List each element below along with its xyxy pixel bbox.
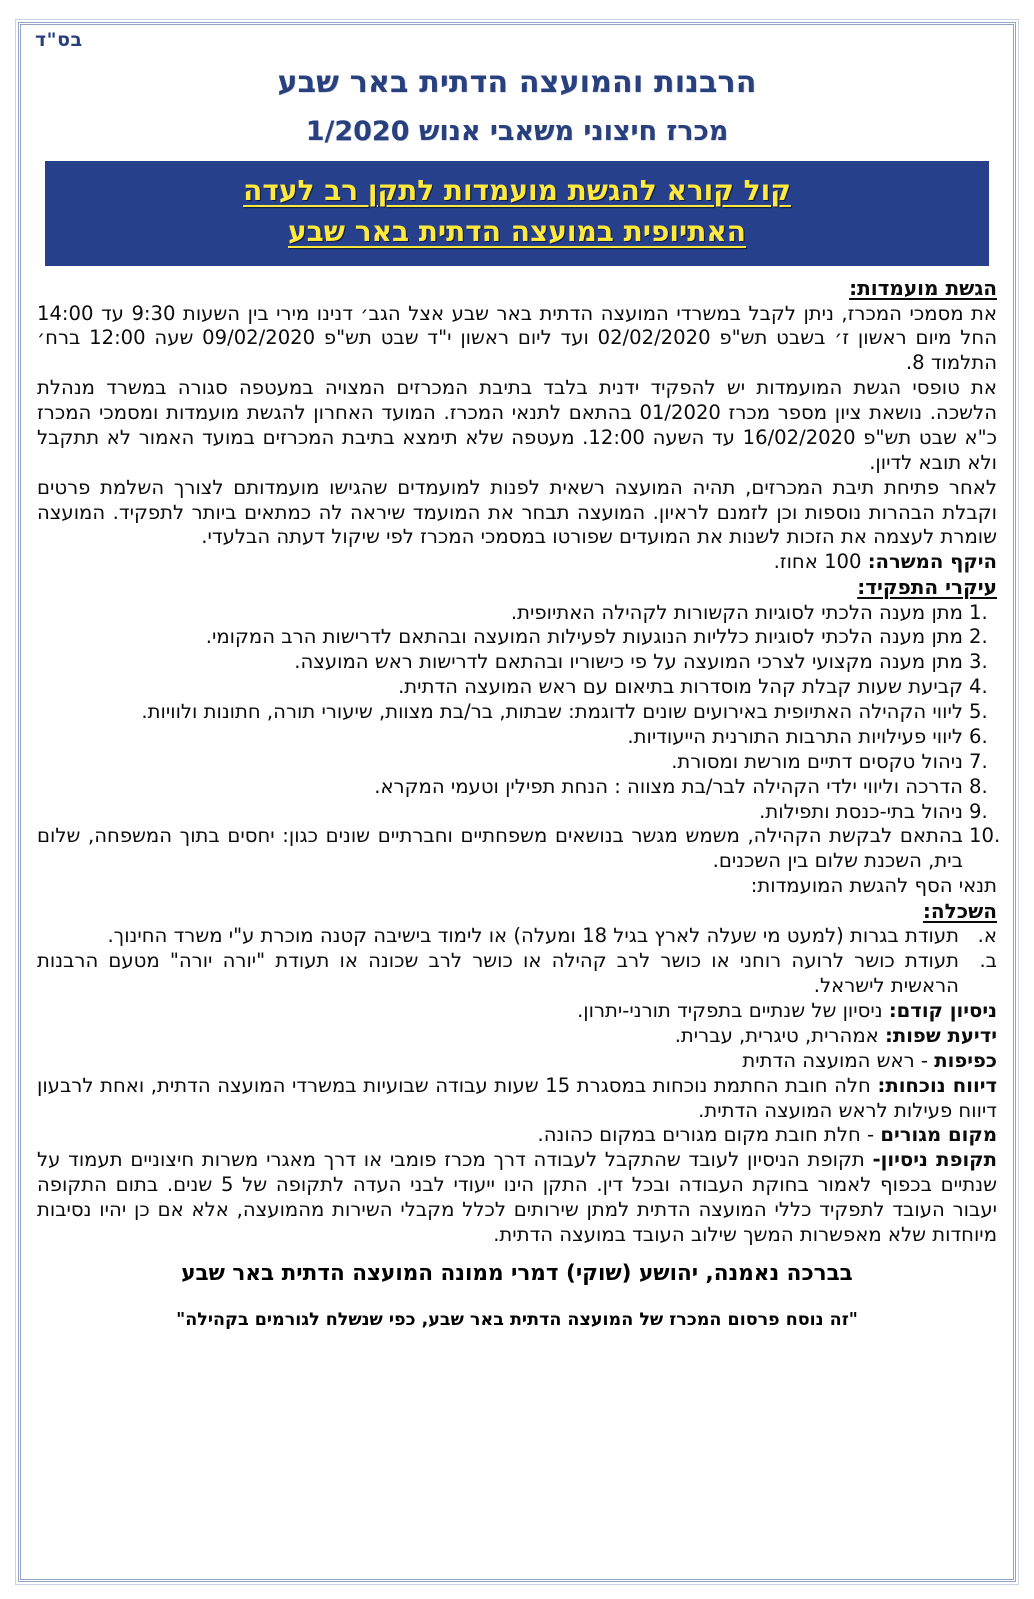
list-item: ליווי פעילויות התרבות התורנית הייעודיות. <box>627 724 963 748</box>
document-body <box>37 276 997 1331</box>
list-item: מתן מענה הלכתי לסוגיות הקשורות לקהילה האתיופית. <box>510 600 963 624</box>
list-item: מתן מענה מקצועי לצרכי המועצה על פי כישוריו ובהתאם לדרישות ראש המועצה. <box>294 650 963 674</box>
subordination-value: - ראש המועצה הדתית <box>742 1048 928 1072</box>
scope-label: היקף המשרה: <box>867 550 997 574</box>
organization-title: הרבנות והמועצה הדתית באר שבע <box>277 65 757 100</box>
document-frame <box>18 22 1016 1582</box>
list-item: ניהול טקסים דתיים מורשת ומסורת. <box>671 749 963 773</box>
subordination-label: כפיפות <box>934 1048 997 1072</box>
previous-experience-value: ניסיון של שנתיים בתפקיד תורני-יתרון. <box>577 999 883 1023</box>
list-marker: א. <box>977 924 997 948</box>
trial-period-line <box>37 1148 997 1248</box>
list-item: ליווי הקהילה האתיופית באירועים שונים לדוגמת: שבתות, בר/בת מצוות, שיעורי תורה, חתונות ולוויות. <box>141 700 963 724</box>
residence-value: - חלת חובת מקום מגורים במקום כהונה. <box>537 1123 875 1147</box>
submission-paragraph-2: את טופסי הגשת המועמדות יש להפקיד ידנית בלבד בתיבת המכרזים המצויה במעטפה סגורה במשרד מנהלת הלשכה. נושאת ציון מספר מכרז 01/2020 בהתאם לתנאי המכרז. המועד האחרון להגשת מועמדות ומסמכי המכרז כ"א שבט תש"פ 16/02/2020 עד השעה 12:00. מעטפה שלא תימצא בתיבת המכרזים במועד האמור לא תתקבל ולא תובא לדיון. <box>37 376 997 474</box>
previous-experience-label: ניסיון קודם: <box>888 999 997 1023</box>
trial-period-value: תקופת הניסיון לעובד שהתקבל לעבודה דרך מכרז פומבי או דרך מאגרי משרות חיצוניים תעמוד על שנתיים בכפוף לאמור בחוקת העבודה ובכל דין. התקן הינו ייעודי לבני העדה לתקופה של 5 שנים. בתום התקופה יעבור העובד לתפקיד כללי המועצה הדתית למתן שירותים לכלל מקבלי השירות מהמועצה, אלא אם כן יהיו נסיבות מיוחדות שלא מאפשרות המשך שילוב העובד במועצה הדתית. <box>37 1148 997 1246</box>
signature-line: בברכה נאמנה, יהושע (שוקי) דמרי ממונה המועצה הדתית באר שבע <box>181 1260 853 1286</box>
languages-label: ידיעת שפות: <box>884 1023 997 1047</box>
subordination-line <box>37 1049 997 1074</box>
list-item: בהתאם לבקשת הקהילה, משמש מגשר בנושאים משפחתיים וחברתיים שונים כגון: יחסים בתוך המשפחה, שלום בית, השכנת שלום בין השכנים. <box>37 824 963 873</box>
residence-label: מקום מגורים <box>880 1123 997 1147</box>
section-heading-role: עיקרי התפקיד: <box>857 575 997 600</box>
scope-of-position-line <box>37 550 997 575</box>
languages-line <box>37 1024 997 1049</box>
submission-paragraph-1: את מסמכי המכרז, ניתן לקבל במשרדי המועצה הדתית באר שבע אצל הגב׳ דנינו מירי בין השעות 9:30 עד 14:00 החל מיום ראשון ז׳ בשבט תש"פ 02/02/2020 ועד ליום ראשון י"ד שבט תש"פ 09/02/2020 שעה 12:00 ברח׳ התלמוד 8. <box>37 301 998 375</box>
list-item-text: תעודת כושר לרועה רוחני או כושר לרב קהילה או כושר לרב שכונה או תעודת "יורה יורה" מטעם הרבנות הראשית לישראל. <box>37 949 959 998</box>
bsd-marker: בס"ד <box>35 29 83 51</box>
banner-line-1: קול קורא להגשת מועמדות לתקן רב לעדה <box>243 174 791 207</box>
list-marker: ב. <box>979 949 997 973</box>
list-item: מתן מענה הלכתי לסוגיות כלליות הנוגעות לפעילות המועצה ובהתאם לדרישות הרב המקומי. <box>205 625 963 649</box>
attendance-reporting-line <box>37 1074 997 1124</box>
residence-line <box>37 1123 997 1148</box>
publication-note: "זה נוסח פרסום המכרז של המועצה הדתית באר שבע, כפי שנשלח לגורמים בקהילה" <box>176 1309 858 1330</box>
list-item: הדרכה וליווי ילדי הקהילה לבר/בת מצווה : הנחת תפילין וטעמי המקרא. <box>374 774 963 798</box>
call-for-candidates-banner <box>45 161 989 266</box>
list-item-text: תעודת בגרות (למעט מי שעלה לארץ בגיל 18 ומעלה) או לימוד בישיבה קטנה מוכרת ע"י משרד החינוך. <box>107 924 959 948</box>
threshold-conditions-line: תנאי הסף להגשת המועמדות: <box>750 874 997 898</box>
list-item: ניהול בתי-כנסת ותפילות. <box>759 799 963 823</box>
list-item: קביעת שעות קבלת קהל מוסדרות בתיאום עם ראש המועצה הדתית. <box>398 675 963 699</box>
languages-value: אמהרית, טיגרית, עברית. <box>674 1023 879 1047</box>
trial-period-label: תקופת ניסיון- <box>872 1148 997 1172</box>
qualifications-list <box>37 924 997 999</box>
previous-experience-line <box>37 999 997 1024</box>
attendance-reporting-value: חלה חובת החתמת נוכחות במסגרת 15 שעות עבודה שבועיות במשרדי המועצה הדתית, ואחת לרבעון דיווח פעילות לראש המועצה הדתית. <box>37 1073 997 1122</box>
role-tasks-list <box>37 601 997 875</box>
section-heading-education: השכלה: <box>922 899 997 924</box>
submission-paragraph-3: לאחר פתיחת תיבת המכרזים, תהיה המועצה רשאית לפנות למועמדים שהגישו מועמדותם לצורך השלמת פרטים וקבלת הבהרות נוספות וכן לזמנם לראיון. המועצה תבחר את המועמד שיראה לה כמתאים ביותר לתפקיד. המועצה שומרת לעצמה את הזכות לשנות את המועדים שפורטו במסמכי המכרז לפי שיקול דעתה הבלעדי. <box>37 475 997 549</box>
section-heading-submission: הגשת מועמדות: <box>849 276 997 301</box>
scope-value: 100 אחוז. <box>773 550 862 574</box>
list-item <box>37 924 997 949</box>
list-item <box>37 949 997 999</box>
attendance-reporting-label: דיווח נוכחות: <box>877 1073 997 1097</box>
banner-line-2: האתיופית במועצה הדתית באר שבע <box>288 214 746 248</box>
tender-subtitle: מכרז חיצוני משאבי אנוש 1/2020 <box>305 116 729 147</box>
